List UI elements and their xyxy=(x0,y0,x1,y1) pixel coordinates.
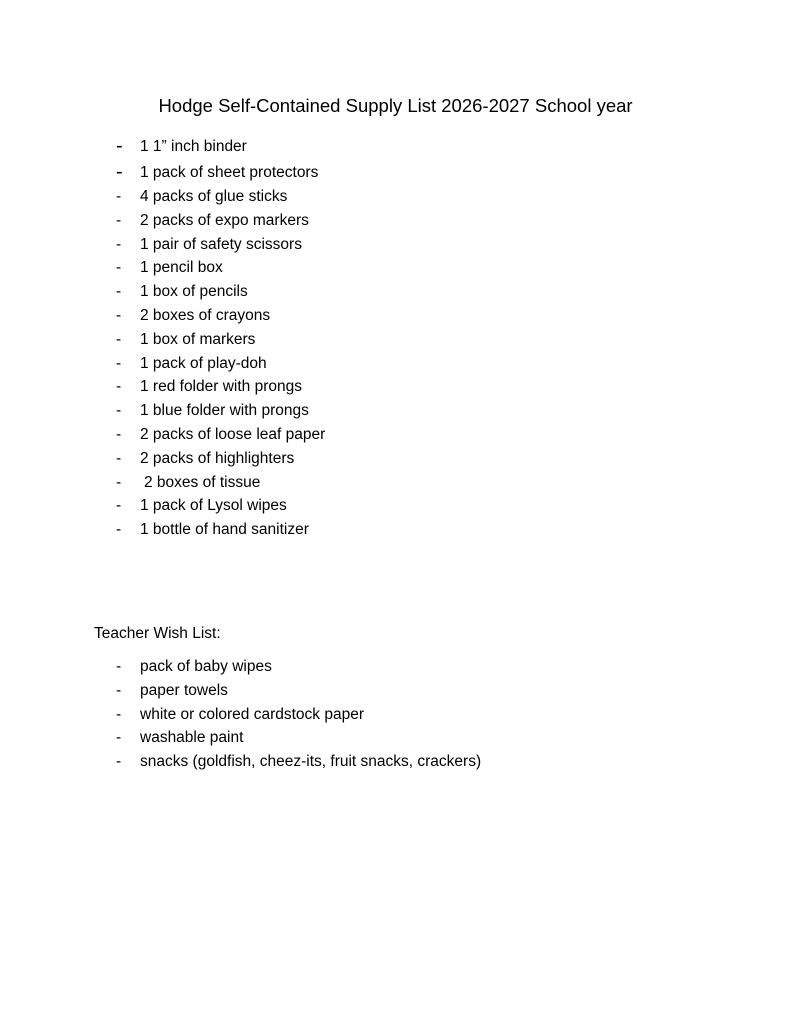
list-item-text: snacks (goldfish, cheez-its, fruit snacks, crackers) xyxy=(140,753,482,771)
bullet-dash: - xyxy=(116,753,122,771)
list-item-text: 4 packs of glue sticks xyxy=(140,188,288,205)
list-item-text: white or colored cardstock paper xyxy=(140,705,365,723)
bullet-dash: - xyxy=(116,402,122,420)
list-item-text: 2 packs of expo markers xyxy=(140,211,309,229)
bullet-dash: - xyxy=(116,705,122,723)
bullet-dash: - xyxy=(116,681,122,699)
bullet-dash: - xyxy=(116,521,122,539)
list-item-text: 2 boxes of tissue xyxy=(144,473,261,491)
bullet-dash: - xyxy=(116,354,122,372)
list-item-text: washable paint xyxy=(140,729,244,747)
list-item-text: paper towels xyxy=(140,681,228,699)
bullet-dash: - xyxy=(116,497,122,515)
bullet-dash: - xyxy=(116,211,122,229)
list-item-text: 2 packs of highlighters xyxy=(140,449,295,467)
list-item-text: pack of baby wipes xyxy=(140,658,272,675)
list-item-text: 1 pack of sheet protectors xyxy=(140,164,319,181)
bullet-dash: - xyxy=(116,135,123,157)
bullet-dash: - xyxy=(116,378,122,396)
list-item-text: 2 boxes of crayons xyxy=(140,306,271,324)
list-item-text: 1 box of markers xyxy=(140,330,256,348)
page-title: Hodge Self-Contained Supply List 2026-2027 School year xyxy=(158,95,633,116)
bullet-dash: - xyxy=(116,473,122,491)
list-item-text: 1 1” inch binder xyxy=(140,138,247,155)
bullet-dash: - xyxy=(116,235,122,253)
list-item-text: 1 pair of safety scissors xyxy=(140,235,302,253)
bullet-dash: - xyxy=(116,729,122,747)
bullet-dash: - xyxy=(116,658,122,675)
list-item-text: 1 bottle of hand sanitizer xyxy=(140,521,309,539)
list-item-text: 1 pack of Lysol wipes xyxy=(140,497,287,515)
list-item-text: 1 red folder with prongs xyxy=(140,378,302,396)
list-item-text: 1 blue folder with prongs xyxy=(140,402,309,420)
bullet-dash: - xyxy=(116,306,122,324)
bullet-dash: - xyxy=(116,259,122,277)
list-item-text: 1 pencil box xyxy=(140,259,223,277)
bullet-dash: - xyxy=(116,283,122,301)
list-item-text: 1 pack of play-doh xyxy=(140,354,267,372)
bullet-dash: - xyxy=(116,425,122,443)
bullet-dash: - xyxy=(116,188,122,205)
list-item-text: 2 packs of loose leaf paper xyxy=(140,425,326,443)
wish-list-heading: Teacher Wish List: xyxy=(94,625,221,642)
list-item-text: 1 box of pencils xyxy=(140,283,248,301)
bullet-dash: - xyxy=(116,449,122,467)
bullet-dash: - xyxy=(116,330,122,348)
bullet-dash: - xyxy=(116,161,123,183)
